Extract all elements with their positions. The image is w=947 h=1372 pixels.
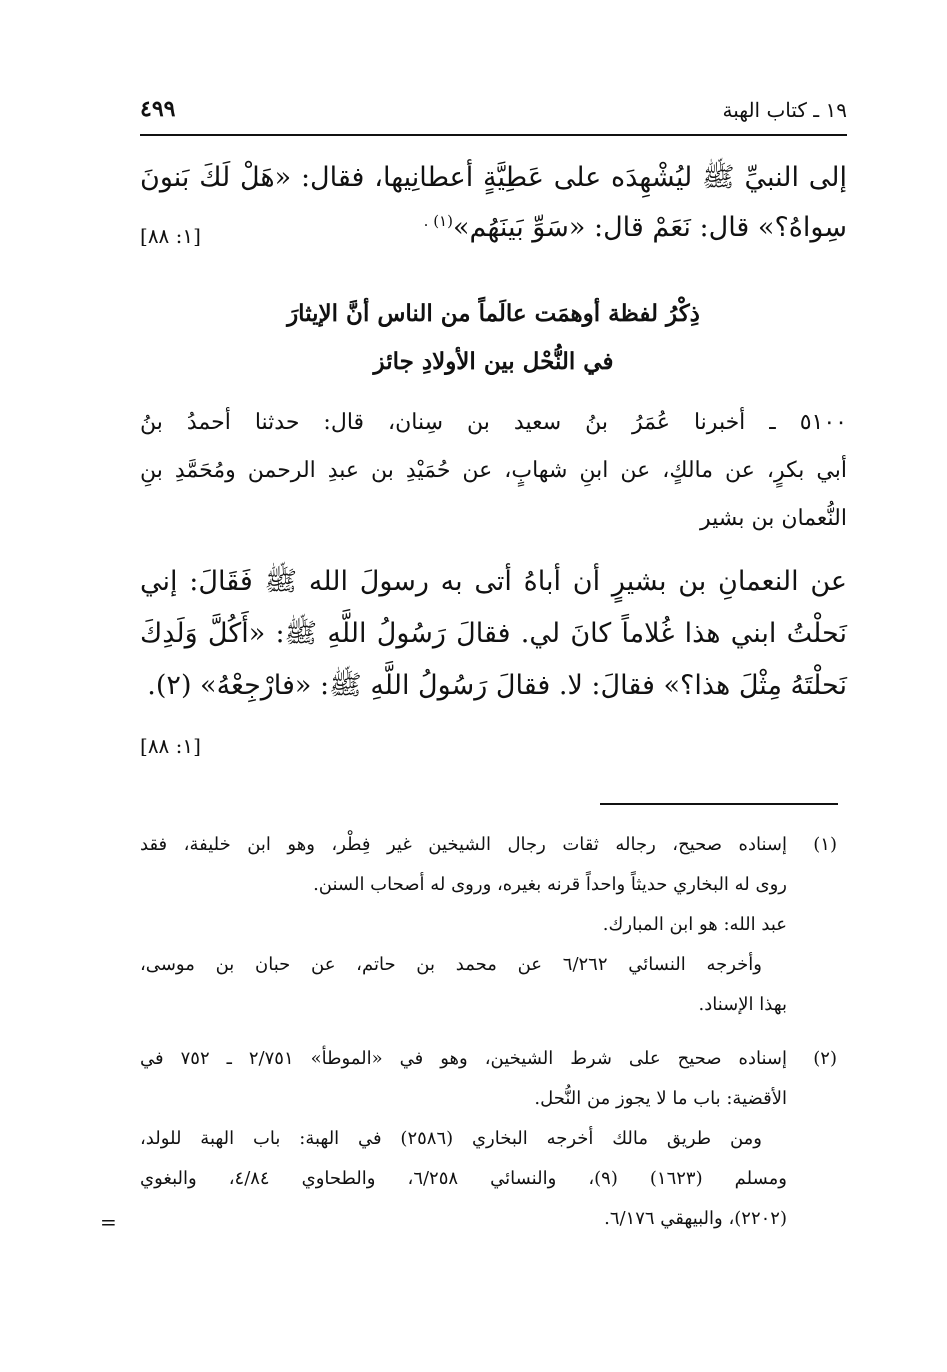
footnote-1-line-5: بهذا الإسناد. [698,994,787,1015]
isnad-line-3: النُّعمان بن بشير [699,506,847,531]
reference-1: [١: ٨٨] [140,224,201,248]
footnote-2-line-3: ومن طريق مالك أخرجه البخاري (٢٥٨٦) في الهبة: باب الهبة للولد، [140,1128,762,1149]
matn-line-1: عن النعمانِ بن بشيرٍ أن أباهُ أتى به رسولَ الله ﷺ فَقَالَ: إني [140,566,847,597]
footnote-1-line-4: وأخرجه النسائي ٦/٢٦٢ عن محمد بن حاتم، عن حبان بن موسى، [140,954,762,975]
isnad-line-2: أبي بكرٍ، عن مالكٍ، عن ابنِ شهابٍ، عن حُمَيْدِ بن عبدِ الرحمن ومُحَمَّدِ بنِ [140,458,847,483]
isnad-line-1: ٥١٠٠ ـ أخبرنا عُمَرُ بنُ سعيد بن سِنان، قال: حدثنا أحمدُ بنُ [140,410,847,435]
footnote-number-1: (١) [813,834,837,855]
page-header [140,96,847,132]
chapter-heading-line-2: في النُّحْل بين الأولادِ جائز [373,348,614,375]
header-rule [140,134,847,136]
continuation-text: سِواهُ؟» قال: نَعَمْ قال: «سَوِّ بَينَهُم» [452,212,847,243]
reference-2: [١: ٨٨] [140,734,201,758]
continuation-line-1: إلى النبيِّ ﷺ ليُشْهِدَه على عَطِيَّةٍ أعطانِيها، فقال: «هَلْ لَكَ بَنونَ [140,162,847,193]
footnote-2-line-5: (٢٢٠٢)، والبيهقي ٦/١٧٦. [604,1208,787,1229]
footnote-number-2: (٢) [813,1048,837,1069]
footnote-2-line-1: إسناده صحيح على شرط الشيخين، وهو في «الموطأ» ٢/٧٥١ ـ ٧٥٢ في [140,1048,787,1069]
footnote-1-line-1: إسناده صحيح، رجاله ثقات رجال الشيخين غير فِطْر، وهو ابن خليفة، فقد [140,834,787,855]
footnote-2-line-4: ومسلم (١٦٢٣) (٩)، والنسائي ٦/٢٥٨، والطحاوي ٤/٨٤، والبغوي [140,1168,787,1189]
matn-line-3: نَحلْتَهُ مِثْلَ هذا؟» فقالَ: لا. فقالَ رَسُولُ اللَّهِ ﷺ: «فارْجِعْهُ» (٢). [147,670,847,701]
continuation-line-2 [423,212,847,243]
running-title: ١٩ ـ كتاب الهبة [722,98,847,122]
continuation-mark: = [100,1210,117,1234]
page-number: ٤٩٩ [140,96,176,122]
footnote-1-line-3: عبد الله: هو ابن المبارك. [602,914,787,935]
chapter-heading-line-1: ذِكْرُ لفظة أوهمَت عالَماً من الناس أنَّ الإيثارَ [287,300,700,327]
footnote-marker-1: (١) . [423,212,453,230]
footnote-2-line-2: الأقضية: باب ما لا يجوز من النُّحل. [534,1088,787,1109]
matn-line-2: نَحلْتُ ابني هذا غُلاماً كانَ لي. فقالَ رَسُولُ اللَّهِ ﷺ: «أَكُلَّ وَلَدِكَ [140,618,847,649]
footnote-1-line-2: روى له البخاري حديثاً واحداً قرنه بغيره، وروى له أصحاب السنن. [313,874,787,895]
footnote-separator [600,803,838,805]
